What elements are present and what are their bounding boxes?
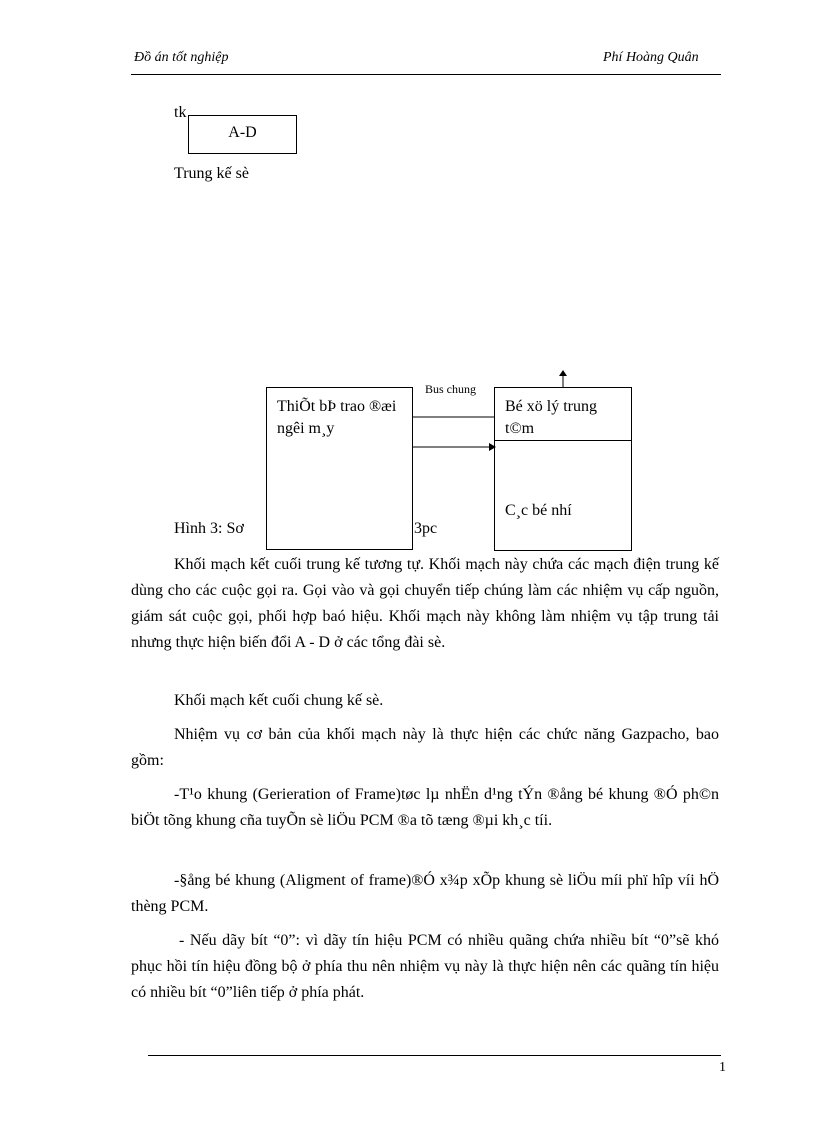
memory-label: C¸c bé nhí [505,502,572,519]
figure-caption-end: 3pc [414,520,438,537]
paragraph-1: Khối mạch kết cuối trung kế tương tự. Khối mạch này chứa các mạch điện trung kế dùng cho các cuộc gọi ra. Gọi vào và gọi chuyển tiếp chúng làm các nhiệm vụ cấp nguồn, giám sát cuộc gọi, phối hợp baó hiệu. Khối mạch này không làm nhiệm vụ tập trung tải nhưng thực hiện biến đổi A - D ở các tổng đài sè. [131,556,719,651]
header-rule [131,74,721,75]
header-right: Phí Hoàng Quân [603,50,699,65]
header-left: Đồ án tốt nghiệp [134,50,229,65]
ad-box [188,115,297,154]
paragraph-2: Khối mạch kết cuối chung kế sè. [174,692,384,709]
man-machine-box [266,387,413,550]
paragraph-4: -T¹o khung (Gerieration of Frame)tøc lµ nhËn d¹ng tÝn ®ång bé khung ®Ó ph©n biÖt tõng khung cña tuyÕn sè liÖu PCM ®a tõ tæng ®µi kh¸c tíi. [131,786,719,829]
box-divider [495,440,631,441]
bus-label: Bus chung [425,382,476,396]
ad-box-label: A-D [228,124,257,141]
man-machine-label: ThiÕt bÞ trao ®æi ngêi m¸y [277,398,397,437]
figure-caption-start: Hình 3: Sơ [174,520,244,537]
trunk-label: Trung kế sè [174,165,249,182]
page-number: 1 [719,1060,726,1075]
paragraph-3: Nhiệm vụ cơ bản của khối mạch này là thực hiện các chức năng Gazpacho, bao gồm: [131,726,719,769]
paragraph-6: - Nếu dãy bít “0”: vì dãy tín hiệu PCM có nhiều quãng chứa nhiều bít “0”sẽ khó phục hồi tín hiệu đồng bộ ở phía thu nên nhiệm vụ này là thực hiện nên các quãng tín hiệu có nhiều bít “0”liên tiếp ở phía phát. [131,932,719,1001]
cpu-memory-box [494,387,632,551]
top-fragment: tk [174,104,187,121]
paragraph-5: -§ång bé khung (Aligment of frame)®Ó x¾p xÕp khung sè liÖu míi phï hîp víi hÖ thèng PCM. [131,872,719,915]
cpu-label: Bé xö lý trung t©m [505,398,597,437]
footer-rule [148,1055,721,1056]
